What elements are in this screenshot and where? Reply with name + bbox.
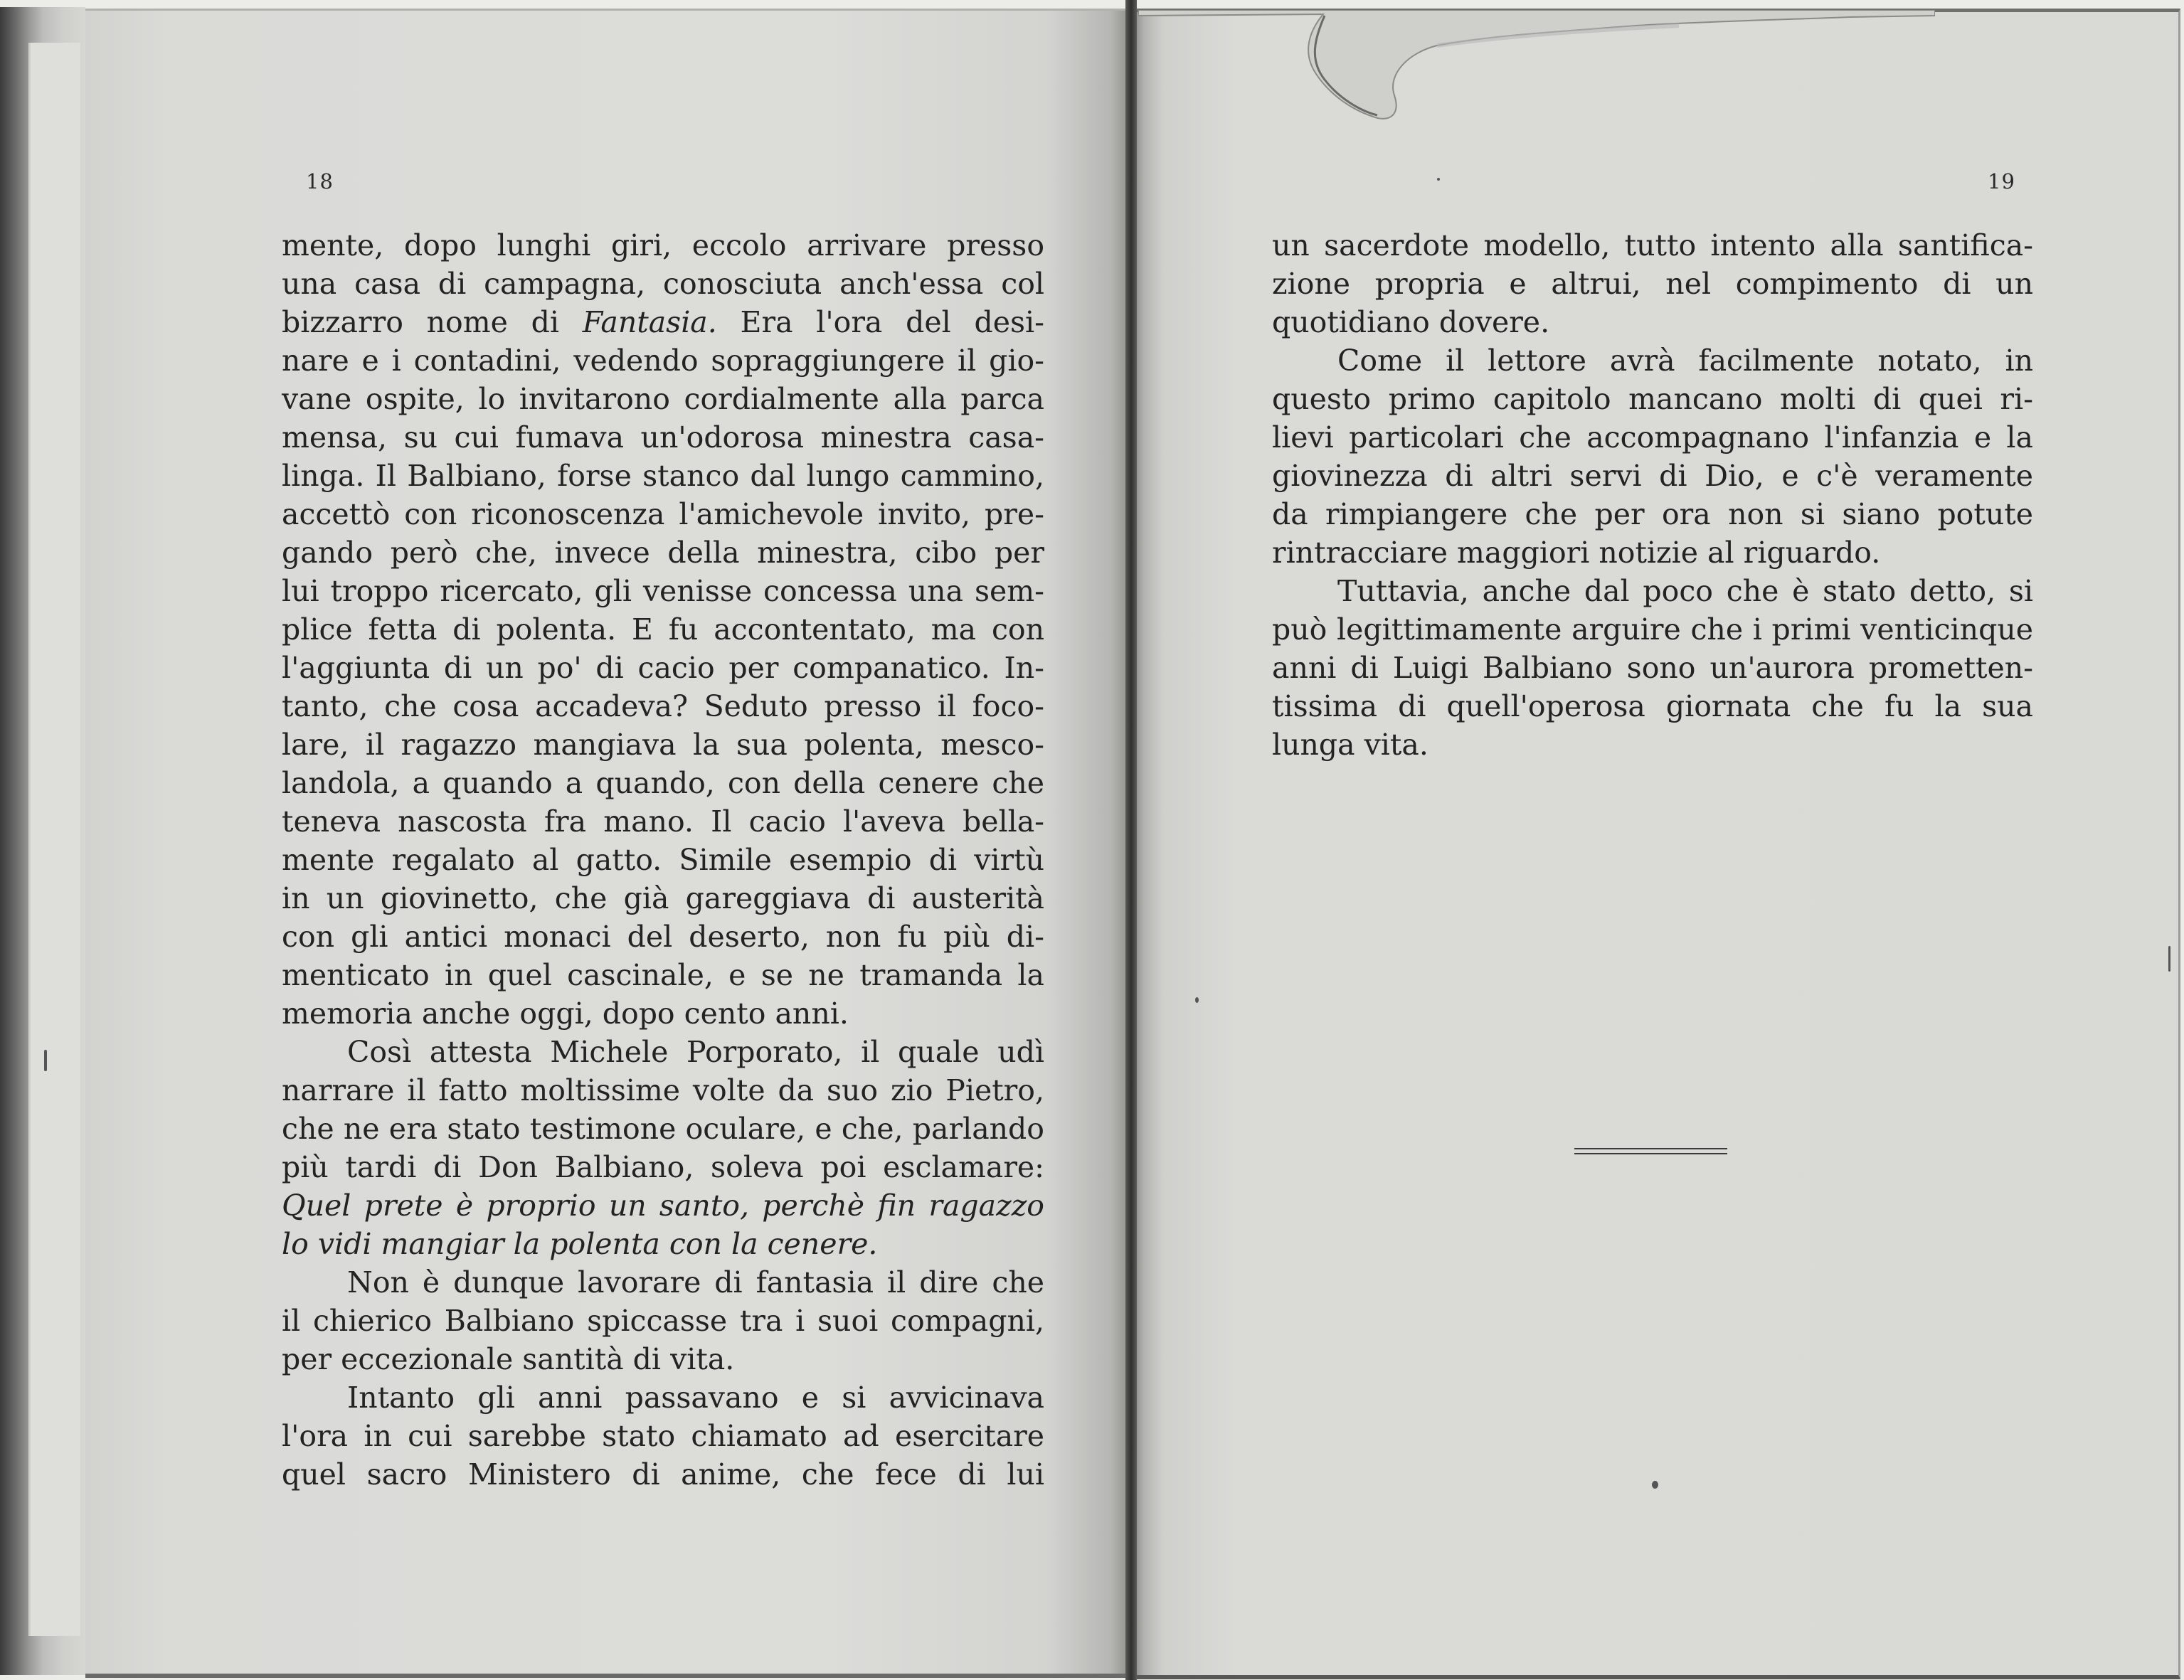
line-text: per eccezionale santità di vita. (282, 1342, 735, 1376)
text-line (1272, 687, 2033, 725)
text-line (1272, 572, 2033, 610)
line-text: linga. Il Balbiano, forse stanco dal lungo cammino, (282, 459, 1044, 493)
line-text: il chierico Balbiano spiccasse tra i suoi compagni, (282, 1304, 1044, 1338)
text-line (282, 994, 1044, 1033)
line-text: che ne era stato testimone oculare, e che, parlando (282, 1112, 1044, 1146)
line-text: plice fetta di polenta. E fu accontentato, ma con (282, 612, 1044, 647)
text-line (282, 1455, 1044, 1494)
line-text: tissima di quell'operosa giornata che fu la sua (1272, 689, 2033, 723)
text-line (282, 841, 1044, 879)
text-line (282, 1417, 1044, 1455)
line-text: in un giovinetto, che già gareggiava di austerità (282, 881, 1044, 915)
line-italic-text: lo vidi mangiar la polenta con la cenere. (282, 1227, 878, 1261)
text-line (282, 1340, 1044, 1378)
section-end-rule (1574, 1148, 1727, 1154)
line-text: Intanto gli anni passavano e si avvicinava (347, 1381, 1044, 1415)
text-line (282, 226, 1044, 265)
line-text: lievi particolari che accompagnano l'infanzia e la (1272, 420, 2033, 454)
line-text: mente, dopo lunghi giri, eccolo arrivare presso (282, 228, 1044, 262)
line-text: accettò con riconoscenza l'amichevole invito, pre- (282, 497, 1044, 531)
line-text: Tuttavia, anche dal poco che è stato detto, si (1337, 574, 2033, 608)
text-line (282, 1071, 1044, 1110)
text-line (282, 1263, 1044, 1302)
line-text: più tardi di Don Balbiano, soleva poi esclamare: (282, 1150, 1044, 1184)
text-line (282, 265, 1044, 303)
line-text: Era l'ora del desi- (716, 305, 1044, 339)
line-text: giovinezza di altri servi di Dio, e c'è veramente (1272, 459, 2033, 493)
text-line (1272, 610, 2033, 649)
text-line (282, 687, 1044, 725)
text-line (282, 1378, 1044, 1417)
text-line (1272, 265, 2033, 303)
line-text: Non è dunque lavorare di fantasia il dire che (347, 1265, 1044, 1299)
text-line (1272, 533, 2033, 572)
paper-speck (1195, 997, 1199, 1003)
book-cover-strip (28, 43, 80, 1636)
line-text: lui troppo ricercato, gli venisse concessa una sem- (282, 574, 1044, 608)
text-line (1272, 457, 2033, 495)
text-line (1272, 380, 2033, 418)
text-line (282, 341, 1044, 380)
line-italic-text: Fantasia. (582, 305, 717, 339)
line-text: lare, il ragazzo mangiava la sua polenta, mesco- (282, 728, 1044, 762)
text-line (282, 533, 1044, 572)
paper-speck (1437, 178, 1440, 181)
line-text: mente regalato al gatto. Simile esempio di virtù (282, 843, 1044, 877)
text-line (282, 1110, 1044, 1148)
text-line (1272, 649, 2033, 687)
text-line (282, 1148, 1044, 1186)
line-text: l'ora in cui sarebbe stato chiamato ad esercitare (282, 1419, 1044, 1453)
text-line (282, 380, 1044, 418)
line-text: lunga vita. (1272, 728, 1428, 762)
text-line (282, 572, 1044, 610)
line-text: questo primo capitolo mancano molti di quei ri- (1272, 382, 2033, 416)
book-spine (1125, 0, 1137, 1680)
text-line (1272, 495, 2033, 533)
text-line (1272, 341, 2033, 380)
line-text: tanto, che cosa accadeva? Seduto presso il foco- (282, 689, 1044, 723)
line-text: quotidiano dovere. (1272, 305, 1550, 339)
text-line (282, 879, 1044, 918)
line-text: Così attesta Michele Porporato, il quale udì (347, 1035, 1044, 1069)
text-line (282, 1302, 1044, 1340)
line-text: un sacerdote modello, tutto intento alla santifica- (1272, 228, 2033, 262)
text-line (282, 610, 1044, 649)
line-text: mensa, su cui fumava un'odorosa minestra casa- (282, 420, 1044, 454)
text-line (282, 802, 1044, 841)
text-line (1272, 725, 2033, 764)
line-text: landola, a quando a quando, con della cenere che (282, 766, 1044, 800)
text-line (282, 303, 1044, 341)
right-page-text (1272, 226, 2033, 764)
line-text: può legittimamente arguire che i primi venticinque (1272, 612, 2033, 647)
text-line (282, 1033, 1044, 1071)
line-text: narrare il fatto moltissime volte da suo zio Pietro, (282, 1073, 1044, 1107)
page-number-right: 19 (1988, 169, 2015, 193)
text-line (1272, 418, 2033, 457)
text-line (282, 1225, 1044, 1263)
line-text: anni di Luigi Balbiano sono un'aurora prometten- (1272, 651, 2033, 685)
line-text: nare e i contadini, vedendo sopraggiungere il gio- (282, 344, 1044, 378)
left-page-text (282, 226, 1044, 1494)
page-number-left: 18 (306, 169, 334, 193)
text-line (282, 649, 1044, 687)
line-text: memoria anche oggi, dopo cento anni. (282, 996, 849, 1031)
text-line (282, 418, 1044, 457)
text-line (282, 956, 1044, 994)
line-italic-text: Quel prete è proprio un santo, perchè fin ragazzo (282, 1189, 1044, 1223)
paper-speck (44, 1050, 47, 1071)
line-text: rintracciare maggiori notizie al riguardo. (1272, 536, 1881, 570)
line-text: Come il lettore avrà facilmente notato, in (1337, 344, 2033, 378)
text-line (282, 457, 1044, 495)
text-line (282, 918, 1044, 956)
text-line (1272, 226, 2033, 265)
text-line (282, 725, 1044, 764)
text-line (282, 1186, 1044, 1225)
paper-speck (2168, 946, 2170, 972)
text-line (282, 495, 1044, 533)
line-text: una casa di campagna, conosciuta anch'essa col (282, 267, 1044, 301)
text-line (1272, 303, 2033, 341)
line-text: gando però che, invece della minestra, cibo per (282, 536, 1044, 570)
text-line (282, 764, 1044, 802)
line-text: menticato in quel cascinale, e se ne tramanda la (282, 958, 1044, 992)
line-text: quel sacro Ministero di anime, che fece di lui (282, 1457, 1044, 1492)
line-text: vane ospite, lo invitarono cordialmente alla parca (282, 382, 1044, 416)
line-text: bizzarro nome di (282, 305, 583, 339)
line-text: con gli antici monaci del deserto, non fu più di- (282, 920, 1044, 954)
line-text: zione propria e altrui, nel compimento di un (1272, 267, 2033, 301)
paper-speck (1652, 1481, 1658, 1489)
line-text: l'aggiunta di un po' di cacio per companatico. In- (282, 651, 1044, 685)
line-text: teneva nascosta fra mano. Il cacio l'aveva bella- (282, 804, 1044, 839)
line-text: da rimpiangere che per ora non si siano potute (1272, 497, 2033, 531)
